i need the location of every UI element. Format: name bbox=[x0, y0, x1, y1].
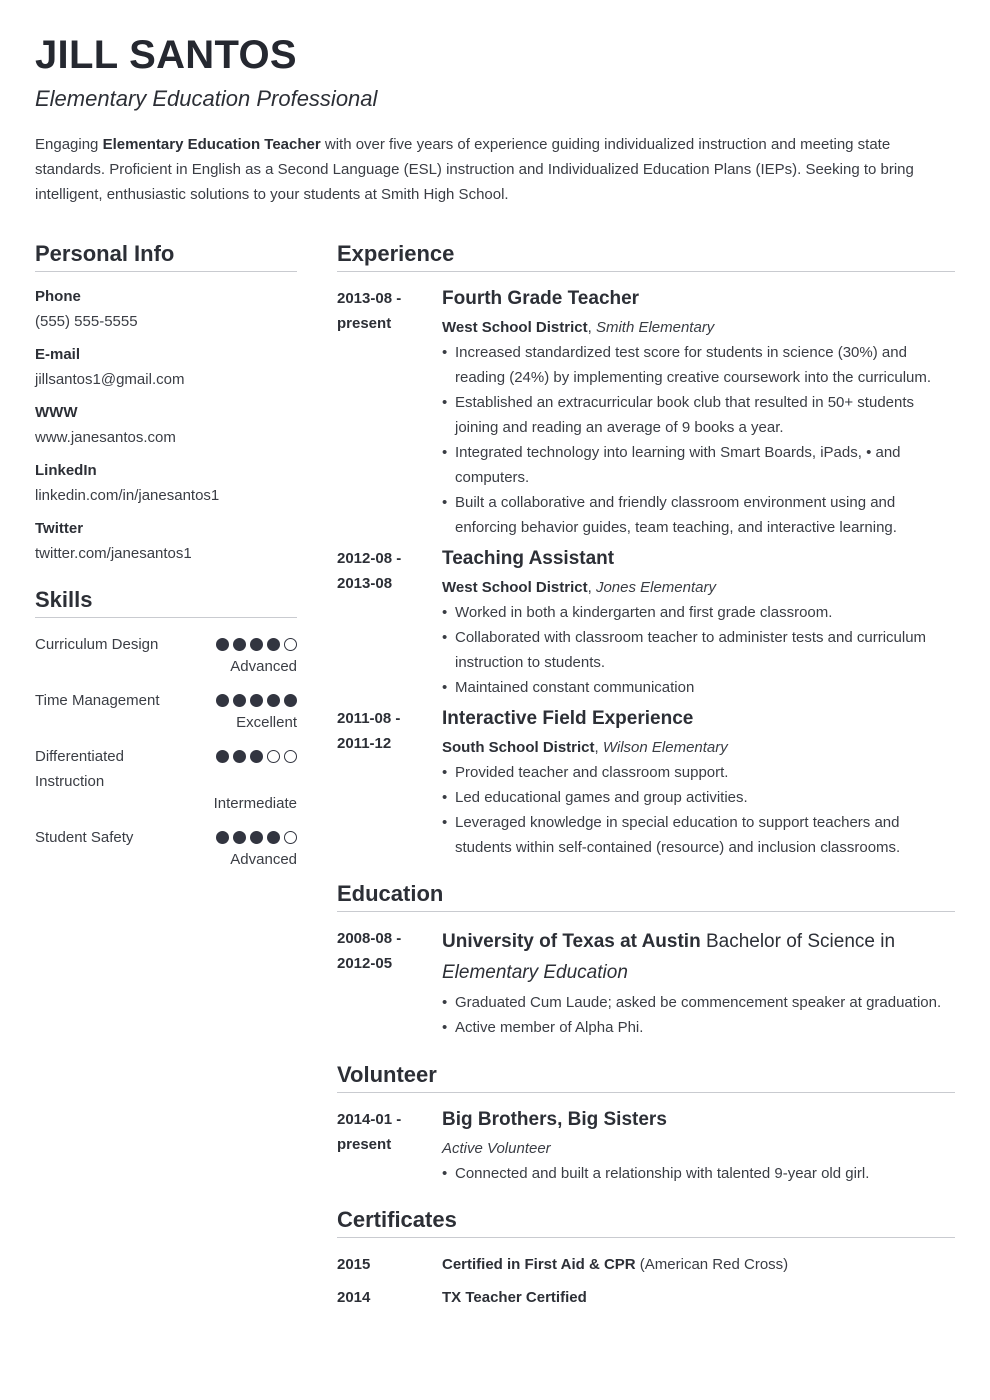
info-value: twitter.com/janesantos1 bbox=[35, 545, 192, 562]
skill-level: Intermediate bbox=[213, 795, 297, 812]
volunteer-role bbox=[442, 1136, 955, 1161]
entry-date bbox=[337, 926, 442, 1040]
job-title: Fourth Grade Teacher bbox=[442, 288, 640, 309]
volunteer-title: Big Brothers, Big Sisters bbox=[442, 1109, 667, 1130]
rating-dot-filled-icon bbox=[250, 638, 263, 651]
skill-rating bbox=[216, 744, 297, 763]
employer-place: Wilson Elementary bbox=[602, 739, 728, 756]
certificate-year: 2015 bbox=[337, 1256, 371, 1273]
date-start: 2011-08 - bbox=[337, 710, 401, 727]
list-item: • Active member of Alpha Phi. bbox=[442, 1015, 955, 1040]
list-item: • Graduated Cum Laude; asked be commencement speaker at graduation. bbox=[442, 990, 955, 1015]
certificate-item bbox=[337, 1252, 955, 1277]
skill-rating bbox=[216, 688, 297, 707]
info-value: www.janesantos.com bbox=[35, 429, 176, 446]
certificate-title: Certified in First Aid & CPR bbox=[442, 1256, 636, 1273]
certificate-name bbox=[442, 1285, 587, 1310]
employer-name: West School District bbox=[442, 319, 588, 336]
list-item: • Led educational games and group activities. bbox=[442, 785, 955, 810]
date-end: 2012-05 bbox=[337, 955, 393, 972]
list-item: • Leveraged knowledge in special education to support teachers and students within self-contained (resource) and inclusion classrooms. bbox=[442, 810, 955, 860]
rating-dot-filled-icon bbox=[216, 694, 229, 707]
info-label: Phone bbox=[35, 288, 81, 305]
rating-dot-filled-icon bbox=[233, 694, 246, 707]
job-bullets bbox=[442, 600, 955, 700]
rating-dot-filled-icon bbox=[216, 831, 229, 844]
experience-entry bbox=[337, 546, 955, 700]
skills-heading: Skills bbox=[35, 587, 297, 618]
skill-name: Student Safety bbox=[35, 829, 134, 846]
entry-date bbox=[337, 286, 442, 540]
info-value: jillsantos1@gmail.com bbox=[35, 371, 185, 388]
skill-level: Advanced bbox=[230, 851, 297, 868]
summary-paragraph bbox=[35, 132, 935, 207]
rating-dot-filled-icon bbox=[267, 831, 280, 844]
summary-bold: Elementary Education Teacher bbox=[102, 136, 321, 153]
skill-item bbox=[35, 632, 297, 678]
info-label: E-mail bbox=[35, 346, 81, 363]
right-column bbox=[337, 241, 955, 1318]
employer-sep: , bbox=[594, 739, 603, 756]
education-entry bbox=[337, 926, 955, 1040]
rating-dot-empty-icon bbox=[267, 750, 280, 763]
rating-dot-empty-icon bbox=[284, 638, 297, 651]
certificate-name bbox=[442, 1252, 788, 1277]
employer-place: Jones Elementary bbox=[595, 579, 716, 596]
education-title bbox=[442, 926, 955, 988]
job-employer bbox=[442, 735, 955, 760]
entry-date bbox=[337, 1107, 442, 1186]
skill-item bbox=[35, 825, 297, 871]
job-title: Interactive Field Experience bbox=[442, 708, 694, 729]
skills-list bbox=[35, 632, 297, 871]
date-end: 2011-12 bbox=[337, 735, 392, 752]
skill-rating bbox=[216, 825, 297, 844]
list-item: • Established an extracurricular book club that resulted in 50+ students joining and reading an average of 9 books a year. bbox=[442, 390, 955, 440]
summary-pre: Engaging bbox=[35, 136, 103, 153]
info-label: WWW bbox=[35, 404, 78, 421]
info-item-linkedin bbox=[35, 460, 297, 507]
list-item: • Provided teacher and classroom support. bbox=[442, 760, 955, 785]
summary-post: with over five years of experience guiding individualized instruction and meeting state standards. Proficient in English as a Second Language (ESL) instruction and Individualized Education Plans (IEPs). Seeking to bring intelligent, enthusiastic solutions to your students at Smith High School. bbox=[35, 136, 914, 203]
education-bullets bbox=[442, 990, 955, 1040]
personal-info-heading: Personal Info bbox=[35, 241, 297, 272]
job-title: Teaching Assistant bbox=[442, 548, 615, 569]
employer-sep: , bbox=[587, 319, 596, 336]
list-item: • Connected and built a relationship with talented 9-year old girl. bbox=[442, 1161, 955, 1186]
job-bullets bbox=[442, 340, 955, 540]
job-employer bbox=[442, 315, 955, 340]
rating-dot-empty-icon bbox=[284, 831, 297, 844]
info-value: (555) 555-5555 bbox=[35, 313, 138, 330]
certificate-issuer: (American Red Cross) bbox=[635, 1256, 789, 1273]
list-item: • Increased standardized test score for students in science (30%) and reading (24%) by implementing creative coursework into the curriculum. bbox=[442, 340, 955, 390]
rating-dot-filled-icon bbox=[250, 831, 263, 844]
skill-name: Curriculum Design bbox=[35, 636, 159, 653]
list-item: • Built a collaborative and friendly classroom environment using and enforcing behavior guides, team teaching, and interactive learning. bbox=[442, 490, 955, 540]
rating-dot-filled-icon bbox=[233, 831, 246, 844]
list-item: • Collaborated with classroom teacher to administer tests and curriculum instruction to students. bbox=[442, 625, 955, 675]
field-of-study: Elementary Education bbox=[442, 962, 628, 983]
date-end: present bbox=[337, 315, 392, 332]
rating-dot-filled-icon bbox=[216, 638, 229, 651]
list-item: • Integrated technology into learning with Smart Boards, iPads, • and computers. bbox=[442, 440, 955, 490]
entry-date bbox=[337, 706, 442, 860]
job-employer bbox=[442, 575, 955, 600]
certificate-title: TX Teacher Certified bbox=[442, 1289, 587, 1306]
skill-rating bbox=[216, 632, 297, 651]
skill-name: Time Management bbox=[35, 692, 160, 709]
school-name: University of Texas at Austin bbox=[442, 931, 701, 952]
role: Active Volunteer bbox=[442, 1140, 551, 1157]
rating-dot-filled-icon bbox=[267, 694, 280, 707]
rating-dot-filled-icon bbox=[233, 638, 246, 651]
personal-info-list bbox=[35, 286, 297, 565]
education-heading: Education bbox=[337, 881, 955, 912]
job-bullets bbox=[442, 760, 955, 860]
certificates-heading: Certificates bbox=[337, 1207, 955, 1238]
employer-name: West School District bbox=[442, 579, 588, 596]
experience-heading: Experience bbox=[337, 241, 955, 272]
experience-entry bbox=[337, 706, 955, 860]
rating-dot-filled-icon bbox=[250, 694, 263, 707]
employer-name: South School District bbox=[442, 739, 595, 756]
info-value: linkedin.com/in/janesantos1 bbox=[35, 487, 220, 504]
skill-item bbox=[35, 688, 297, 734]
certificate-item bbox=[337, 1285, 955, 1310]
date-start: 2008-08 - bbox=[337, 930, 402, 947]
date-start: 2013-08 - bbox=[337, 290, 402, 307]
rating-dot-filled-icon bbox=[250, 750, 263, 763]
rating-dot-filled-icon bbox=[284, 694, 297, 707]
left-column bbox=[35, 241, 297, 881]
info-item-twitter bbox=[35, 518, 297, 565]
info-item-www bbox=[35, 402, 297, 449]
volunteer-heading: Volunteer bbox=[337, 1062, 955, 1093]
entry-date bbox=[337, 546, 442, 700]
rating-dot-filled-icon bbox=[216, 750, 229, 763]
skill-level: Advanced bbox=[230, 658, 297, 675]
rating-dot-filled-icon bbox=[233, 750, 246, 763]
certificate-year: 2014 bbox=[337, 1289, 371, 1306]
volunteer-bullets bbox=[442, 1161, 955, 1186]
rating-dot-empty-icon bbox=[284, 750, 297, 763]
info-item-email bbox=[35, 344, 297, 391]
experience-entry bbox=[337, 286, 955, 540]
skill-level: Excellent bbox=[236, 714, 297, 731]
skill-item bbox=[35, 744, 297, 815]
info-label: Twitter bbox=[35, 520, 84, 537]
skill-name: Differentiated Instruction bbox=[35, 748, 124, 790]
employer-sep: , bbox=[587, 579, 596, 596]
employer-place: Smith Elementary bbox=[595, 319, 715, 336]
date-start: 2012-08 - bbox=[337, 550, 402, 567]
candidate-subtitle: Elementary Education Professional bbox=[35, 86, 378, 111]
rating-dot-filled-icon bbox=[267, 638, 280, 651]
degree: Bachelor of Science in bbox=[700, 931, 896, 952]
candidate-name: JILL SANTOS bbox=[35, 33, 297, 77]
date-end: 2013-08 bbox=[337, 575, 393, 592]
info-label: LinkedIn bbox=[35, 462, 97, 479]
volunteer-entry bbox=[337, 1107, 955, 1186]
date-start: 2014-01 - bbox=[337, 1111, 402, 1128]
list-item: • Maintained constant communication bbox=[442, 675, 955, 700]
date-end: present bbox=[337, 1136, 392, 1153]
info-item-phone bbox=[35, 286, 297, 333]
list-item: • Worked in both a kindergarten and first grade classroom. bbox=[442, 600, 955, 625]
